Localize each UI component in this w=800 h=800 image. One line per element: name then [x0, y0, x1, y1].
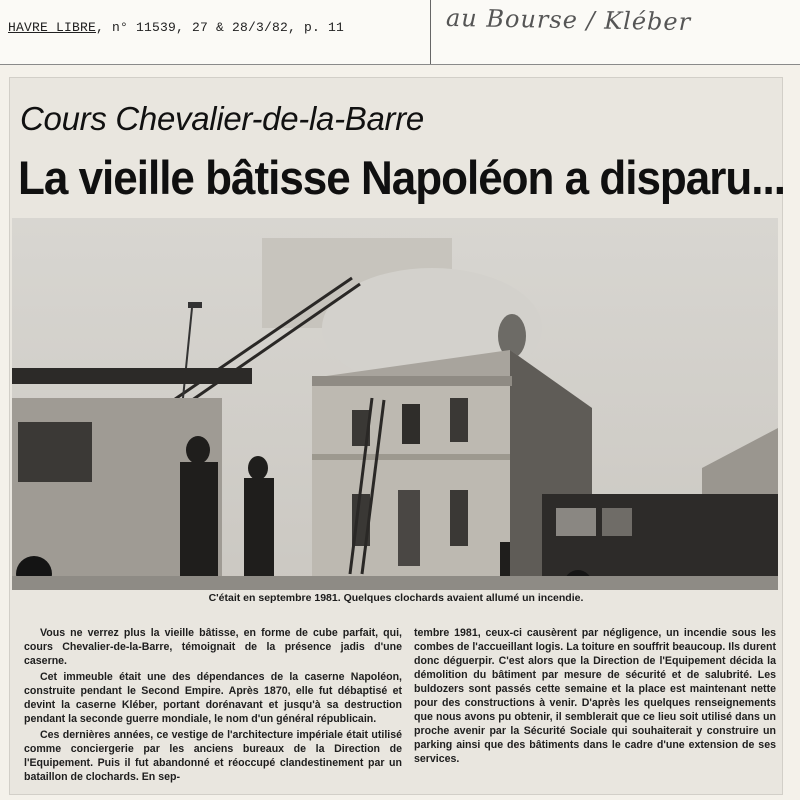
header-divider: [430, 0, 431, 64]
handwritten-note: au Bourse / Kléber: [445, 3, 692, 37]
archive-header: [0, 0, 800, 65]
fire-scene-illustration: [12, 218, 778, 590]
issue-details: , n° 11539, 27 & 28/3/82, p. 11: [96, 20, 345, 35]
paragraph: Ces dernières années, ce vestige de l'architecture impériale était utilisé comme conciergerie par les anciens bureaux de la Direction de l'Equipement. Puis il fut abandonné et réoccupé clandestinement par un bataillon de clochards. En sep-: [24, 729, 402, 783]
newspaper-name: HAVRE LIBRE: [8, 20, 97, 35]
article-body-left: [24, 626, 402, 786]
source-reference: [8, 20, 344, 35]
article-kicker: Cours Chevalier-de-la-Barre: [20, 100, 424, 137]
article-photo: [12, 218, 778, 590]
article-headline: La vieille bâtisse Napoléon a disparu...: [18, 152, 785, 205]
article-body-right: [414, 626, 776, 768]
paragraph: Vous ne verrez plus la vieille bâtisse, en forme de cube parfait, qui, cours Chevalier-de-la-Barre, témoignait de la présence jadis d'une caserne.: [24, 627, 402, 667]
newspaper-clipping: [10, 78, 785, 794]
paragraph: tembre 1981, ceux-ci causèrent par négligence, un incendie sous les combes de l'accueillant logis. La toiture en souffrit beaucoup. Ils durent donc déguerpir. C'est alors que la Direction de l'Equipement décida la démolition du bâtiment par mesure de sécurité et de salubrité. Les buldozers sont passés cette semaine et la place est maintenant nette pour des constructions à venir. D'après les quelques renseignements que nous avons pu obtenir, il semblerait que ce lieu soit utilisé dans un proche avenir par la Sécurité Sociale qui souhaiterait y construire un parking ainsi que des bâtiments dans le cadre d'une extension de ses services.: [414, 627, 776, 765]
paragraph: Cet immeuble était une des dépendances de la caserne Napoléon, construite pendant le Second Empire. Après 1870, elle fut débaptisé et devint la caserne Kléber, portant dorénavant et jusqu'à sa destruction pendant la seconde guerre mondiale, le nom d'un général républicain.: [24, 671, 402, 725]
photo-caption: C'était en septembre 1981. Quelques clochards avaient allumé un incendie.: [208, 592, 584, 604]
